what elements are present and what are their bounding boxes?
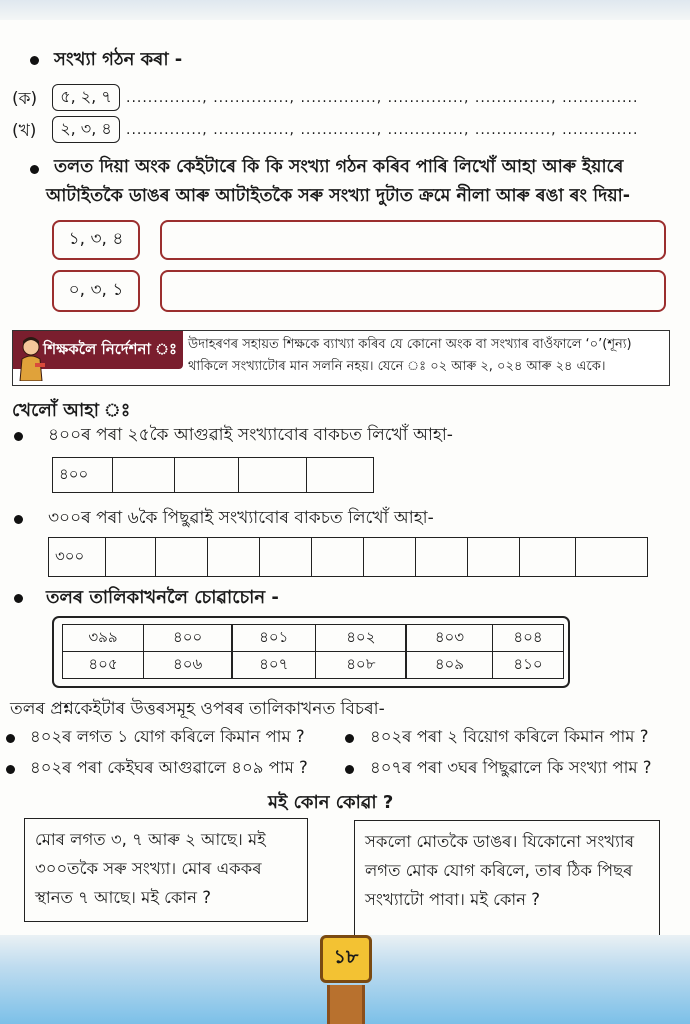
task-backward-6: ৩০০ৰ পৰা ৬কৈ পিছুৱাই সংখ্যাবোৰ বাকচত লিখোঁ আহা- [48, 508, 434, 528]
question-4: ৪০৭ৰ পৰা ৩ঘৰ পিছুৱালে কি সংখ্যা পাম ? [370, 758, 652, 777]
answer-cell[interactable] [156, 538, 208, 576]
table-row [62, 651, 566, 678]
start-cell: ৪০০ [53, 458, 113, 492]
heading-who-am-i: মই কোন কোৱা ? [268, 792, 394, 813]
table-cell: ৪০৩ [405, 624, 493, 652]
table-cell: ৪০৮ [315, 651, 407, 679]
answer-cell[interactable] [468, 538, 520, 576]
answer-cell[interactable] [106, 538, 156, 576]
table-cell: ৪০২ [315, 624, 407, 652]
teacher-instruction-text: উদাহৰণৰ সহায়ত শিক্ষকে ব্যাখ্যা কৰিব যে কোনো অংক বা সংখ্যাৰ বাওঁফালে ‘০’(শূন্য) থাকিলে সংখ্যাটোৰ মান সলনি নহয়। যেনে ঃ ০২ আৰু ২, ০২৪ আৰু ২৪ একে। [188, 337, 632, 374]
teacher-instruction-box [12, 330, 670, 386]
answer-cell[interactable] [307, 458, 372, 492]
bullet [6, 734, 15, 743]
bullet [14, 432, 23, 441]
backward-6-boxes [48, 537, 648, 577]
page-number-post [327, 985, 365, 1024]
page-number: ১৮ [320, 935, 372, 983]
digits-box-kha: ২, ৩, ৪ [52, 116, 120, 143]
heading-play: খেলোঁ আহা ঃ [12, 400, 131, 421]
table-cell: ৩৯৯ [62, 624, 144, 652]
bullet [345, 765, 354, 774]
heading-table: তলৰ তালিকাখনলৈ চোৱাচোন - [46, 587, 279, 608]
digit-set-2: ০, ৩, ১ [52, 270, 140, 312]
answer-cell[interactable] [520, 538, 576, 576]
table-cell: ৪০৫ [62, 651, 144, 679]
answer-cell[interactable] [260, 538, 312, 576]
start-cell: ৩০০ [49, 538, 106, 576]
digit-set-1: ১, ৩, ৪ [52, 220, 140, 260]
task-forward-25: ৪০০ৰ পৰা ২৫কৈ আগুৱাই সংখ্যাবোৰ বাকচত লিখোঁ আহা- [48, 425, 453, 445]
bullet [14, 515, 23, 524]
table-cell: ৪০৪ [492, 624, 564, 652]
question-2: ৪০২ৰ পৰা ২ বিয়োগ কৰিলে কিমান পাম ? [370, 727, 649, 746]
page-top-edge [0, 0, 690, 20]
number-table [52, 616, 570, 688]
digits-box-ka: ৫, ২, ৭ [52, 84, 120, 111]
table-cell: ৪০৭ [231, 651, 316, 679]
blank-row-kha[interactable]: .............., .............., .............., .............., .............., .............. [126, 122, 639, 138]
forward-25-boxes [52, 457, 374, 493]
row-label-kha: (খ) [12, 121, 37, 141]
bullet [30, 56, 39, 65]
table-cell: ৪০০ [143, 624, 233, 652]
bullet [6, 765, 15, 774]
teacher-instruction-tag: শিক্ষকলৈ নিৰ্দেশনা ঃ [13, 331, 183, 369]
heading-form-numbers: সংখ্যা গঠন কৰা - [54, 49, 183, 70]
bullet [14, 594, 23, 603]
table-row [62, 624, 566, 651]
table-cell: ৪০১ [231, 624, 316, 652]
answer-cell[interactable] [312, 538, 364, 576]
instruction-line-1: তলত দিয়া অংক কেইটাৰে কি কি সংখ্যা গঠন কৰিব পাৰি লিখোঁ আহা আৰু ইয়াৰে [54, 157, 624, 177]
answer-cell[interactable] [239, 458, 307, 492]
teacher-illustration-icon [17, 335, 45, 381]
table-cell: ৪০৬ [143, 651, 233, 679]
answer-cell[interactable] [113, 458, 175, 492]
table-cell: ৪০৯ [405, 651, 493, 679]
question-1: ৪০২ৰ লগত ১ যোগ কৰিলে কিমান পাম ? [30, 727, 305, 746]
answer-cell[interactable] [175, 458, 239, 492]
bullet [345, 734, 354, 743]
table-cell: ৪১০ [492, 651, 564, 679]
row-label-ka: (ক) [12, 89, 38, 109]
answer-cell[interactable] [416, 538, 468, 576]
instruction-line-2: আটাইতকৈ ডাঙৰ আৰু আটাইতকৈ সৰু সংখ্যা দুটাত ক্ৰমে নীলা আৰু ৰঙা ৰং দিয়া- [46, 186, 630, 206]
answer-cell[interactable] [364, 538, 416, 576]
question-3: ৪০২ৰ পৰা কেইঘৰ আগুৱালে ৪০৯ পাম ? [30, 758, 308, 777]
blank-row-ka[interactable]: .............., .............., .............., .............., .............., .............. [126, 90, 639, 106]
answer-cell[interactable] [208, 538, 260, 576]
bullet [30, 165, 39, 174]
questions-intro: তলৰ প্ৰশ্নকেইটাৰ উত্তৰসমূহ ওপৰৰ তালিকাখনত বিচৰা- [10, 699, 385, 719]
riddle-box-left: মোৰ লগত ৩, ৭ আৰু ২ আছে। মই ৩০০তকৈ সৰু সংখ্যা। মোৰ এককৰ স্থানত ৭ আছে। মই কোন ? [24, 818, 308, 922]
answer-cell[interactable] [576, 538, 634, 576]
riddle-box-right: সকলো মোতকৈ ডাঙৰ। যিকোনো সংখ্যাৰ লগত মোক যোগ কৰিলে, তাৰ ঠিক পিছৰ সংখ্যাটো পাবা। মই কোন ? [354, 820, 660, 936]
answer-box-2[interactable] [160, 270, 666, 312]
answer-box-1[interactable] [160, 220, 666, 260]
